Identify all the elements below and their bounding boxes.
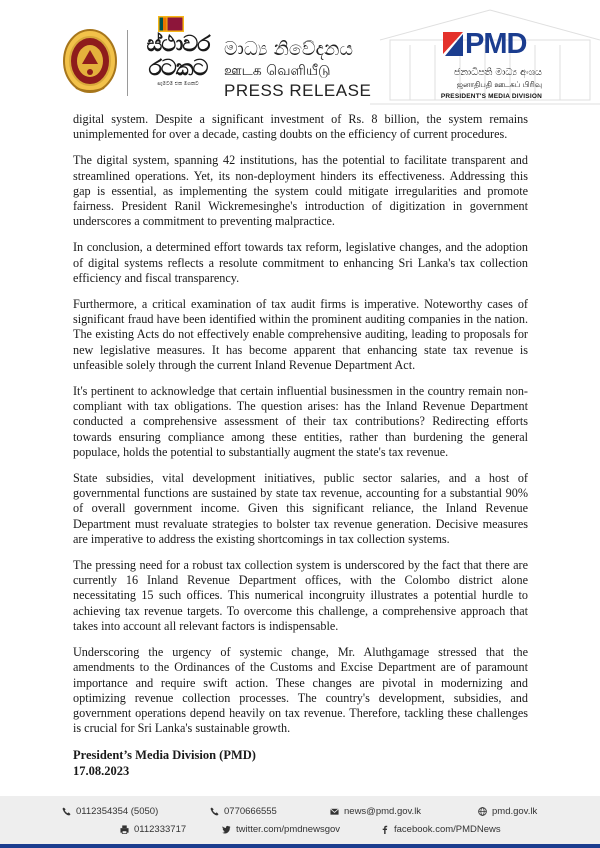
twitter-icon xyxy=(222,825,231,834)
pmd-name-tamil: ஜனாதிபதி ஊடகப் பிரிவு xyxy=(456,80,542,89)
signoff-organization: President’s Media Division (PMD) xyxy=(73,748,256,763)
footer-email[interactable] xyxy=(330,806,421,817)
pmd-name-english: PRESIDENT'S MEDIA DIVISION xyxy=(440,93,542,100)
footer-twitter[interactable] xyxy=(222,824,340,835)
footer-accent-bar xyxy=(0,844,600,848)
footer-email-text: news@pmd.gov.lk xyxy=(344,806,422,817)
footer-phone-main-text: 0112354354 (5050) xyxy=(76,806,159,817)
footer-facebook[interactable] xyxy=(380,824,501,835)
footer-facebook-text: facebook.com/PMDNews xyxy=(394,824,501,835)
header-divider xyxy=(127,30,128,96)
national-flag-icon xyxy=(158,16,184,32)
signoff xyxy=(73,747,528,779)
body-paragraph: The digital system, spanning 42 institutions, has the potential to facilitate transparent and streamlined operations. Yet, its non-deployment hinders its effectiveness. Addressing this gap is essential, as implementing the system could mitigate irregularities and promote fairness. President Ranil Wickremesinghe's introduction of digitization in government underscores a commitment to preventing malpractice. xyxy=(73,153,528,229)
letterhead xyxy=(0,0,600,112)
footer-phone-main xyxy=(62,806,158,817)
footer-website[interactable] xyxy=(478,806,537,817)
footer-fax-text: 0112333717 xyxy=(134,824,187,835)
phone-icon xyxy=(210,807,219,816)
slogan-line-3: සැමටම එක මගකට xyxy=(157,81,199,87)
body-paragraph: digital system. Despite a significant investment of Rs. 8 billion, the system remains unimplemented for over a decade, casting doubts on the efficiency of current procedures. xyxy=(73,112,528,142)
footer-twitter-text: twitter.com/pmdnewsgov xyxy=(236,824,341,835)
body-paragraph: State subsidies, vital development initiatives, public sector salaries, and a host of governmental functions are sustained by state tax revenue, accounting for a substantial 90% of overall government income. Given this significant reliance, the Inland Revenue Department must revaluate strategies to bolster tax revenue generation. Decisive measures are imperative to address the existing shortcomings in tax collection systems. xyxy=(73,471,528,546)
footer-fax xyxy=(120,824,186,835)
press-release-sinhala: මාධ්‍ය නිවේදනය xyxy=(224,38,354,60)
body-paragraph: Underscoring the urgency of systemic change, Mr. Aluthgamage stressed that the amendments to the Ordinances of the Customs and Excise Department are of paramount importance and require swift action. These changes are pivotal in modernizing and optimizing revenue collection processes. The country's development, subsidies, and government operations depend heavily on tax revenue. Therefore, tackling these challenges is crucial for Sri Lanka's sustainable growth. xyxy=(73,645,528,736)
fax-icon xyxy=(120,825,129,834)
footer-phone-mobile xyxy=(210,806,277,817)
pmd-logo xyxy=(443,28,541,60)
pmd-name-sinhala: ජනාධිපති මාධ්‍ය අංශය xyxy=(453,67,542,78)
state-emblem-icon xyxy=(62,28,118,94)
slogan-line-2: රටකට xyxy=(148,56,208,81)
slogan-line-1: ස්ථාවර xyxy=(146,32,210,57)
globe-icon xyxy=(478,807,487,816)
pmd-logo-text: PMD xyxy=(465,28,527,60)
facebook-icon xyxy=(380,825,389,834)
body-paragraph: In conclusion, a determined effort towards tax reform, legislative changes, and the adoption of digital systems reflects a resolute commitment to enhancing Sri Lanka's tax collection efficiency and fiscal transparency. xyxy=(73,240,528,285)
press-release-body xyxy=(73,112,528,779)
press-release-tamil: ஊடக வெளியீடு xyxy=(224,63,331,79)
body-paragraph: Furthermore, a critical examination of tax audit firms is imperative. Noteworthy cases of significant fraud have been identified within the prominent auditing companies in the nation. The existing Acts do not effectively enable comprehensive auditing, leading to proposals for new legislative measures. It has become apparent that enhancing state tax revenue is unfeasible solely through the current Inland Revenue Department Act. xyxy=(73,297,528,372)
body-paragraph: The pressing need for a robust tax collection system is underscored by the fact that there are currently 16 Inland Revenue Department offices, with the Colombo district alone necessitating 15 such offices. This numerical incongruity illustrates a potential hurdle to achieving tax revenue targets. To overcome this challenge, a comprehensive approach that takes into account all relevant factors is indispensable. xyxy=(73,558,528,633)
press-release-english: PRESS RELEASE xyxy=(224,81,372,100)
slogan-logo xyxy=(143,34,213,87)
footer-phone-mobile-text: 0770666555 xyxy=(224,806,277,817)
mail-icon xyxy=(330,807,339,816)
footer-website-text: pmd.gov.lk xyxy=(492,806,538,817)
signoff-date: 17.08.2023 xyxy=(73,764,130,779)
body-paragraph: It's pertinent to acknowledge that certain influential businessmen in the country remain non-compliant with tax obligations. The question arises: has the Inland Revenue Department conducted a comprehensive assessment of their tax contributions? Redirecting efforts towards ensuring compliance among these entities, rather than burdening the general populace, holds the potential to substantially augment the state's tax revenue. xyxy=(73,384,528,459)
phone-icon xyxy=(62,807,71,816)
contact-footer xyxy=(0,796,600,844)
pmd-mark-icon xyxy=(443,32,465,56)
